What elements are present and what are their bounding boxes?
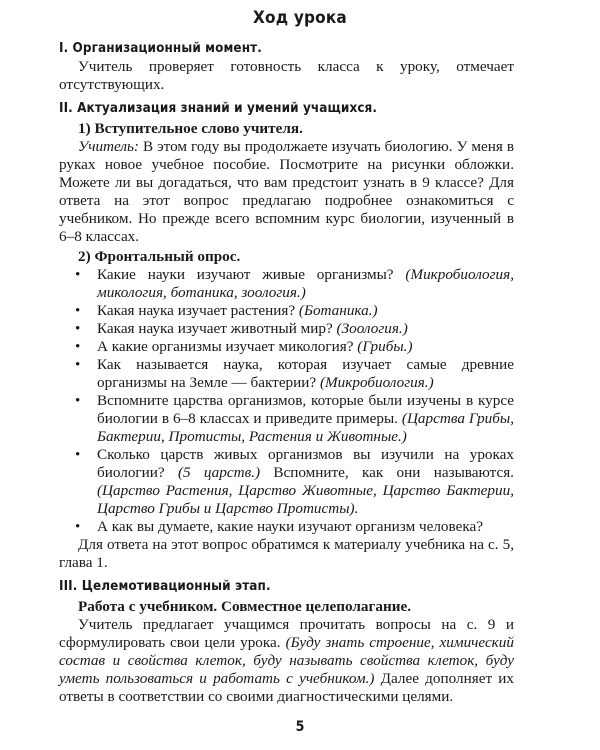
section-2-heading: II. Актуализация знаний и умений учащихся. (59, 101, 378, 116)
bullet: • (75, 338, 81, 355)
section-3-text-1: Учитель предлагает учащимся прочитать вопросы на с. 9 и сформулировать свои цели урока. (59, 616, 514, 651)
speaker-label: Учитель: (78, 138, 139, 155)
page-title: Ход урока (253, 8, 347, 28)
page-number: 5 (295, 719, 305, 735)
list-item (59, 338, 514, 356)
question: Сколько царств живых организмов вы изучили на уроках биологии? (97, 446, 514, 481)
question: А какие организмы изучает микология? (97, 338, 358, 355)
section-3-text-2: Далее дополняет их ответы в соответствии со своими диагностическими целями. (59, 670, 514, 705)
question: Какая наука изучает растения? (97, 302, 299, 319)
section-1-text: Учитель проверяет готовность класса к уроку, отмечает отсутствующих. (59, 58, 514, 93)
list-item (59, 302, 514, 320)
list-item (59, 446, 514, 518)
answer: (Микробиология.) (319, 374, 434, 391)
question-list (59, 266, 514, 536)
after-list-text: Для ответа на этот вопрос обратимся к материалу учебника на с. 5, глава 1. (59, 536, 514, 571)
section-3-italic: (Буду знать строение, химический состав и свойства клеток, буду называть свойства клеток, буду уметь пользоваться и работать с учебником.) (59, 634, 514, 687)
question: Какие науки изучают живые организмы? (97, 266, 406, 283)
answer: (5 царств.) (177, 464, 261, 481)
bullet: • (75, 392, 81, 409)
subsection-2-heading: 2) Фронтальный опрос. (78, 248, 241, 265)
bullet: • (75, 518, 81, 535)
list-item (59, 320, 514, 338)
section-1-heading: I. Организационный момент. (59, 41, 262, 56)
content (59, 40, 514, 706)
bullet: • (75, 320, 81, 337)
bullet: • (75, 446, 81, 463)
answer: (Ботаника.) (298, 302, 378, 319)
question-tail: Вспомните, как они называются. (260, 464, 514, 481)
question: Как называется наука, которая изучает самые древние организмы на Земле — бактерии? (97, 356, 514, 391)
bullet: • (75, 302, 81, 319)
answer: (Царства Грибы, Бактерии, Протисты, Растения и Животные.) (97, 410, 514, 445)
answer: (Микробиология, микология, ботаника, зоология.) (97, 266, 514, 301)
list-item (59, 266, 514, 302)
list-item (59, 392, 514, 446)
question: А как вы думаете, какие науки изучают организм человека? (97, 518, 483, 535)
section-3-text (59, 616, 514, 706)
section-3-subheading: Работа с учебником. Совместное целеполагание. (78, 598, 412, 615)
section-3-heading: III. Целемотивационный этап. (59, 579, 271, 594)
bullet: • (75, 356, 81, 373)
subsection-1-heading: 1) Вступительное слово учителя. (78, 120, 303, 137)
question: Вспомните царства организмов, которые были изучены в курсе биологии в 6–8 классах и приведите примеры. (97, 392, 514, 427)
question: Какая наука изучает животный мир? (97, 320, 337, 337)
teacher-intro-body: В этом году вы продолжаете изучать биологию. У меня в руках новое учебное пособие. Посмотрите на рисунки обложки. Можете ли вы догадаться, что вам предстоит узнать в 9 классе? Для ответа на этот вопрос предлагаю подробнее ознакомиться с учебником. Но прежде всего вспомним курс биологии, изученный в 6–8 классах. (59, 138, 514, 245)
answer: (Грибы.) (357, 338, 413, 355)
bullet: • (75, 266, 81, 283)
list-item (59, 518, 514, 536)
teacher-intro-text (59, 138, 514, 246)
answer: (Зоология.) (336, 320, 408, 337)
answer-2: (Царство Растения, Царство Животные, Царство Бактерии, Царство Грибы и Царство Протисты). (97, 482, 514, 517)
list-item (59, 356, 514, 392)
